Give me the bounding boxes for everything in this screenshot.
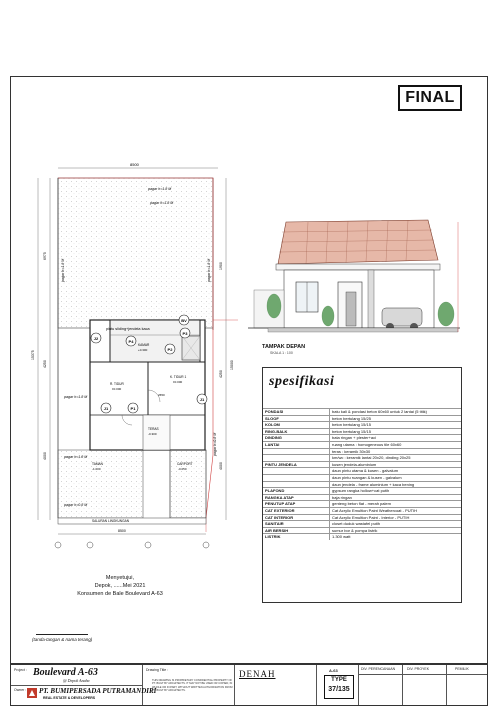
- tb-company-name: PT. BUMIPERSADA PUTRAMANDIRI: [39, 687, 157, 695]
- dim-top: 8500: [130, 162, 139, 167]
- tag-p4: P4: [128, 339, 134, 344]
- approval-line-3: Konsumen de Bale Boulevard A-63: [77, 591, 163, 597]
- room-carport-label: CARPORT: [177, 462, 193, 466]
- spec-key: [263, 449, 329, 455]
- spec-value: kusen jendela-aluminium: [329, 462, 461, 468]
- tb-owner-label: Owner :: [14, 688, 27, 692]
- spec-value: daun jendela - frame aluminium + kaca bening: [329, 482, 461, 488]
- room-carport-level: -0.050: [178, 467, 187, 471]
- tag-p1: P1: [130, 406, 136, 411]
- spec-value: batu kali & pondasi beton 60x60 untuk 2 lantai (5 titik): [329, 409, 461, 415]
- spec-key: AIR BERSIH: [265, 527, 289, 533]
- pagar-label: pagar h=1.8 M: [207, 258, 211, 282]
- spec-key: DINDING: [265, 435, 282, 441]
- spec-row: [263, 474, 461, 481]
- pagar-label: pagar h=1.8 M: [148, 187, 172, 191]
- spec-key: PENUTUP ATAP: [265, 501, 296, 507]
- spec-row: [263, 507, 461, 514]
- spec-key: SLOOF: [265, 415, 279, 421]
- tb-unit: A-63: [329, 668, 338, 673]
- spec-value: closet duduk wastafel putih: [329, 521, 461, 527]
- spec-value: Cat Acrylic Emultion Paint Weathercoat - PUTIH: [329, 508, 461, 514]
- pagar-label: pagar h=0.8 M: [64, 503, 88, 507]
- spec-value: teras : keramik 30x30: [329, 449, 461, 455]
- tb-divider: [11, 685, 143, 686]
- spec-key: RING-BALK: [265, 428, 288, 434]
- spec-key: [263, 468, 329, 474]
- spec-row: [263, 428, 461, 435]
- spec-value: gypsum rangka hollow+cat putih: [329, 488, 461, 494]
- spec-value: beton bertulang 15/15: [329, 422, 461, 428]
- tb-col-perencanaan: DIV. PERENCANAAN: [361, 667, 396, 671]
- spec-row: [263, 408, 461, 415]
- room-taman-level: -1.000: [92, 467, 101, 471]
- spec-value: baja ringan: [329, 495, 461, 501]
- tb-drawing-label: Drawing Title :: [146, 668, 169, 672]
- final-stamp: FINAL: [398, 85, 462, 111]
- dim-right-upper: 1900: [219, 262, 223, 270]
- spec-value: daun pintu utama & kusen - galvalum: [329, 468, 461, 474]
- dim-right-lower: 4000: [219, 462, 223, 470]
- spec-row: [263, 494, 461, 501]
- tb-project-label: Project :: [14, 668, 27, 672]
- pagar-label: pagar h=1.8 M: [64, 455, 88, 459]
- signature-line: [36, 634, 88, 635]
- spec-value: Cat Acrylic Emultion Paint - Interior - PUTIH: [329, 515, 461, 521]
- spec-value: daun pintu ruangan & kusen - galvalum: [329, 475, 461, 481]
- dim-right-total: 15000: [230, 360, 234, 370]
- dim-left-total: 15375: [31, 350, 35, 360]
- spec-value: km/wc : keramik lantai 20x20, dinding 20x25: [329, 455, 461, 461]
- spec-row: [263, 454, 461, 461]
- spec-row: [263, 421, 461, 428]
- spec-row: [263, 467, 461, 474]
- approval-line-1: Menyetujui,: [105, 575, 135, 581]
- spec-key: [263, 482, 329, 488]
- spec-row: [263, 415, 461, 422]
- spec-key: SANITAIR: [265, 521, 284, 527]
- spec-value: bata ringan + plester+aci: [329, 435, 461, 441]
- spec-key: [263, 475, 329, 481]
- dim-center: 2650: [158, 393, 165, 397]
- signature-caption: (tanda-tangan & nama terang): [32, 637, 93, 642]
- spec-row: [263, 448, 461, 455]
- tb-col-proyek: DIV. PROYEK: [407, 667, 430, 671]
- spec-key: RANGKA ATAP: [265, 494, 294, 500]
- tb-type-box: [324, 675, 354, 699]
- spec-value: ruang utama : homogeneous tile 60x60: [329, 442, 461, 448]
- tb-type-label: TYPE: [331, 677, 347, 683]
- room-rtidur-label: R. TIDUR: [110, 382, 124, 386]
- spec-row: [263, 434, 461, 441]
- spec-value: 1.300 watt: [329, 534, 461, 540]
- spec-row: [263, 461, 461, 468]
- tb-company-sub: REAL ESTATE & DEVELOPERS: [43, 696, 96, 700]
- tb-col-pemilik: PEMILIK: [455, 667, 469, 671]
- spec-panel: [262, 367, 462, 603]
- spec-value: sumur bor & pompa listrik: [329, 528, 461, 534]
- elevation-title: TAMPAK DEPAN: [262, 344, 306, 350]
- room-ktidur-label: K. TIDUR 1: [170, 375, 187, 379]
- spec-key: PLAFOND: [265, 488, 285, 494]
- pagar-label: pagar h=1.8 M: [150, 201, 174, 205]
- spec-title: spesifikasi: [269, 374, 335, 389]
- note-pintu-sliding: pintu sliding+jendela kaca: [106, 327, 150, 331]
- dim-right-mid: 4250: [219, 370, 223, 378]
- tb-type-value: 37/135: [328, 686, 350, 693]
- tb-project-sub: @ Depok Anaba: [63, 678, 90, 683]
- spec-key: CAT INTERIOR: [265, 514, 294, 520]
- tag-p3: P3: [182, 331, 188, 336]
- tb-project-name: Boulevard A-63: [33, 667, 98, 678]
- spec-table: [263, 408, 461, 540]
- room-teras-label: TERAS: [148, 427, 159, 431]
- tb-confidential-note: THIS DRAWING IS PROPRIETARY CONFIDENTIAL PROPERTY OF PT. BUILT BY ARCHITECTS. IT MAY NOT BE USED OR COPIED, IN WHOLE OR IN PART, WITHOUT WRITTEN AUTHORIZATION FROM PT. BUILT BY ARCHITECTS.: [152, 679, 233, 693]
- spec-key: KOLOM: [265, 422, 280, 428]
- pagar-label: pagar h=1.8 M: [61, 258, 65, 282]
- tb-divider: [359, 674, 487, 675]
- dim-left-mid: 4250: [43, 360, 47, 368]
- room-saluran-label: SALURAN LINGKUNGAN: [92, 519, 130, 523]
- tb-div2-cell: [403, 665, 447, 705]
- spec-key: CAT EXTERIOR: [265, 507, 295, 513]
- approval-line-2: Depok, ......Mei 2021: [94, 583, 146, 589]
- title-block: [10, 664, 488, 706]
- spec-key: [263, 455, 329, 461]
- spec-value: beton bertulang 15/25: [329, 416, 461, 422]
- floor-plan: [30, 160, 238, 555]
- pagar-label: pagar h=0.8 M: [213, 432, 217, 456]
- elevation-scale: SKALA 1 : 100: [270, 351, 293, 355]
- room-km-label: KAMAR: [138, 343, 150, 347]
- spec-row: [263, 441, 461, 448]
- tag-j1: J1: [103, 406, 109, 411]
- spec-key: PINTU JENDELA: [265, 461, 297, 467]
- dim-left-upper: 6975: [43, 252, 47, 260]
- spec-key: LANTAI: [265, 441, 280, 447]
- spec-row: [263, 481, 461, 488]
- room-rtidur-level: ±0.000: [112, 387, 122, 391]
- pagar-label: pagar h=1.8 M: [64, 395, 88, 399]
- spec-row: [263, 527, 461, 534]
- dim-bottom: 8500: [118, 529, 126, 533]
- company-logo-icon: [26, 687, 38, 699]
- tag-j2: J2: [93, 336, 99, 341]
- spec-row: [263, 520, 461, 527]
- spec-key: LISTRIK: [265, 534, 281, 540]
- spec-value: beton bertulang 15/15: [329, 429, 461, 435]
- spec-value: genteng beton flat - merah palem: [329, 501, 461, 507]
- tb-drawing-title: DENAH: [239, 669, 276, 679]
- room-ktidur-level: ±0.000: [173, 380, 183, 384]
- room-km-level: +0.300: [138, 348, 148, 352]
- room-teras-level: -0.300: [148, 432, 157, 436]
- spec-row: [263, 500, 461, 507]
- tb-div1-cell: [359, 665, 403, 705]
- tag-p2: P2: [167, 347, 173, 352]
- spec-key: PONDASI: [265, 409, 284, 414]
- spec-row: [263, 487, 461, 494]
- tag-bv: BV: [181, 318, 187, 323]
- spec-row: [263, 533, 461, 540]
- spec-row: [263, 514, 461, 521]
- front-elevation: [248, 212, 460, 352]
- room-taman-label: TAMAN: [92, 462, 103, 466]
- dim-left-lower: 4000: [43, 452, 47, 460]
- tag-j1: J1: [199, 397, 205, 402]
